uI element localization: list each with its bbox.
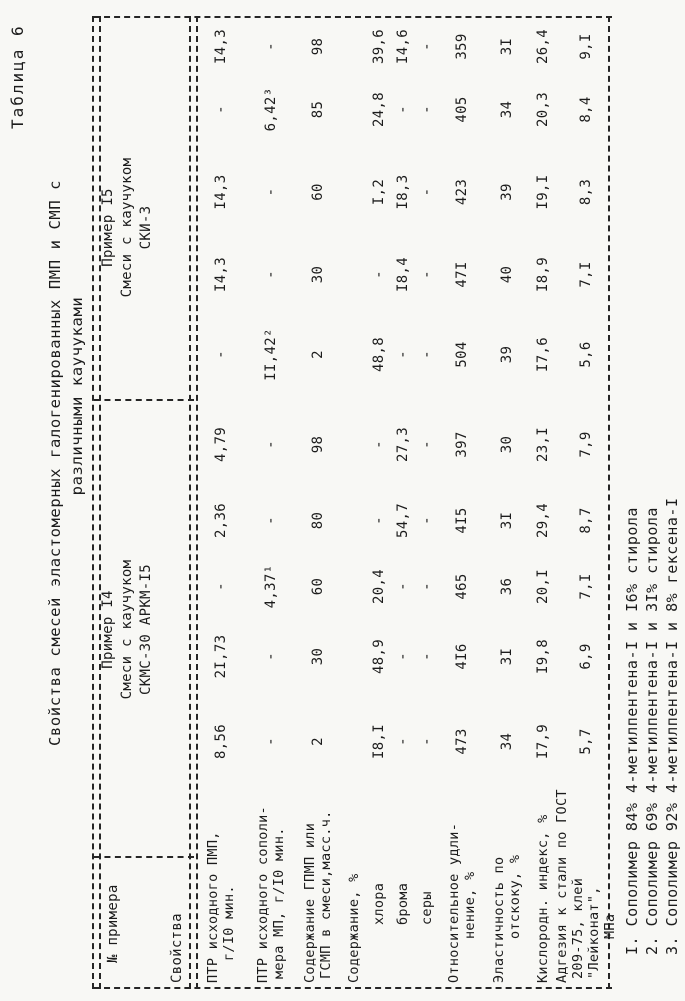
row-values bbox=[213, 16, 229, 789]
value-cell: I4,3 bbox=[213, 29, 229, 64]
group1-rubber-label: СКМС-30 АРКМ-I5 bbox=[138, 564, 154, 695]
value-cell: - bbox=[419, 42, 435, 51]
value-cell: - bbox=[395, 652, 411, 661]
value-cell: 98 bbox=[310, 435, 326, 454]
value-cell: - bbox=[419, 737, 435, 746]
value-cell: 7,I bbox=[577, 261, 594, 288]
value-cell: 98 bbox=[310, 37, 326, 56]
value-cell: 8,4 bbox=[577, 96, 594, 123]
row-values bbox=[263, 16, 279, 789]
value-cell: - bbox=[213, 582, 229, 591]
table-row bbox=[341, 16, 367, 989]
examples-header: № примера bbox=[105, 884, 121, 963]
row-label: Содержание ГПМП или ГСМП в смеси,масс.ч. bbox=[302, 810, 334, 983]
value-cell: - bbox=[419, 582, 435, 591]
value-cell: 423 bbox=[454, 178, 470, 206]
value-cell: - bbox=[419, 187, 435, 197]
row-label: ПТР исходного ПМП, г/I0 мин. bbox=[205, 831, 237, 983]
value-cell: 34 bbox=[499, 100, 515, 119]
group2-mix-label: Смеси с каучуком bbox=[119, 157, 135, 298]
table-number-label: Таблица 6 bbox=[8, 24, 27, 129]
value-cell: I7,9 bbox=[535, 724, 551, 759]
group2-example-label: Пример I5 bbox=[100, 188, 116, 267]
value-cell: I4,3 bbox=[213, 257, 229, 292]
value-cell: 20,I bbox=[535, 569, 551, 604]
value-cell: 20,3 bbox=[535, 92, 551, 127]
table-row bbox=[415, 16, 439, 989]
value-cell: 504 bbox=[454, 341, 470, 368]
value-cell: 8,56 bbox=[213, 724, 229, 759]
value-cell: - bbox=[419, 270, 435, 279]
value-cell: - bbox=[263, 187, 279, 197]
row-label: ПТР исходного сополи- мера МП, г/I0 мин. bbox=[255, 806, 287, 983]
table-header bbox=[99, 16, 189, 989]
row-label: Кислородн. индекс, % bbox=[535, 814, 551, 983]
value-cell: 4I5 bbox=[454, 507, 470, 534]
value-cell: 85 bbox=[310, 100, 326, 119]
value-cell: 359 bbox=[454, 33, 470, 60]
value-cell: 3I bbox=[499, 511, 515, 530]
row-label: Адгезия к стали по ГОСТ 209-75, клей "Лейконат", МПа bbox=[553, 789, 618, 983]
row-values bbox=[371, 16, 387, 789]
value-cell: 60 bbox=[310, 577, 326, 596]
title-line-1: Свойства смесей эластомерных галогенированных ПМП и СМП с bbox=[46, 179, 64, 746]
group2-rubber-label: СКИ-3 bbox=[138, 205, 154, 250]
value-cell: - bbox=[371, 440, 387, 449]
table-row bbox=[485, 16, 529, 989]
value-cell: 47I bbox=[454, 261, 470, 288]
row-values bbox=[395, 16, 411, 789]
value-cell: I7,6 bbox=[535, 337, 551, 372]
value-cell: 4,79 bbox=[213, 427, 229, 462]
value-cell: - bbox=[263, 270, 279, 279]
value-cell: 30 bbox=[310, 265, 326, 284]
value-cell: 80 bbox=[310, 511, 326, 530]
row-values bbox=[499, 16, 515, 789]
value-cell: - bbox=[213, 105, 229, 114]
value-cell: - bbox=[419, 350, 435, 359]
properties-table bbox=[92, 16, 618, 989]
table-row bbox=[295, 16, 341, 989]
value-cell: - bbox=[419, 440, 435, 449]
table-row bbox=[367, 16, 391, 989]
value-cell: 36 bbox=[499, 577, 515, 596]
value-cell: - bbox=[419, 652, 435, 661]
title-line-2: различными каучуками bbox=[68, 296, 86, 496]
value-cell: 2,36 bbox=[213, 503, 229, 538]
value-cell: 29,4 bbox=[535, 503, 551, 538]
row-label: Содержание, % bbox=[346, 873, 362, 983]
value-cell: 6,42³ bbox=[263, 87, 279, 132]
value-cell: 7,9 bbox=[577, 431, 594, 458]
footnotes bbox=[622, 498, 682, 955]
value-cell: I,2 bbox=[371, 178, 387, 206]
properties-header: Свойства bbox=[169, 913, 185, 983]
row-values bbox=[535, 16, 551, 789]
value-cell: 4,37¹ bbox=[263, 564, 279, 609]
value-cell: - bbox=[395, 350, 411, 359]
value-cell: 5,7 bbox=[577, 728, 594, 755]
value-cell: - bbox=[371, 516, 387, 525]
value-cell: 2 bbox=[310, 737, 326, 746]
value-cell: - bbox=[395, 737, 411, 746]
group1-mix-label: Смеси с каучуком bbox=[119, 559, 135, 700]
row-values bbox=[578, 16, 594, 789]
value-cell: 39 bbox=[499, 183, 515, 201]
value-cell: II,42² bbox=[263, 328, 279, 381]
value-cell: I8,9 bbox=[535, 257, 551, 292]
value-cell: I4,6 bbox=[395, 29, 411, 64]
value-cell: 30 bbox=[499, 435, 515, 454]
value-cell: 7,I bbox=[577, 573, 594, 600]
value-cell: 5,6 bbox=[577, 341, 594, 368]
value-cell: 465 bbox=[454, 573, 470, 600]
table-row bbox=[195, 16, 247, 989]
value-cell: - bbox=[263, 42, 279, 51]
value-cell: I4,3 bbox=[213, 174, 229, 210]
value-cell: 48,9 bbox=[371, 639, 387, 674]
footnote-3: 3. Сополимер 92% 4-метилпентена-I и 8% гексена-I bbox=[663, 497, 681, 955]
row-values bbox=[419, 16, 435, 789]
value-cell: 27,3 bbox=[395, 427, 411, 462]
value-cell: - bbox=[395, 105, 411, 114]
table-row bbox=[391, 16, 415, 989]
value-cell: 40 bbox=[499, 265, 515, 284]
footnote-1: I. Сополимер 84% 4-метилпентена-I и I6% стирола bbox=[623, 507, 641, 955]
value-cell: - bbox=[263, 440, 279, 449]
value-cell: 48,8 bbox=[371, 337, 387, 372]
value-cell: I8,3 bbox=[395, 174, 411, 210]
row-label: Относительное удли- нение, % bbox=[446, 822, 478, 983]
value-cell: 3I bbox=[499, 647, 515, 666]
value-cell: 20,4 bbox=[371, 569, 387, 604]
row-values bbox=[454, 16, 470, 789]
table-row bbox=[247, 16, 295, 989]
table-row bbox=[553, 16, 618, 989]
value-cell: 8,7 bbox=[577, 507, 594, 534]
value-cell: I8,4 bbox=[395, 257, 411, 292]
value-cell: 4I6 bbox=[454, 643, 470, 670]
value-cell: - bbox=[395, 582, 411, 591]
table-body bbox=[195, 16, 618, 989]
row-values bbox=[310, 16, 326, 789]
value-cell: 60 bbox=[310, 183, 326, 201]
value-cell: 9,I bbox=[577, 33, 594, 60]
value-cell: I9,I bbox=[535, 174, 551, 210]
row-label: брома bbox=[395, 882, 411, 925]
value-cell: 24,8 bbox=[371, 92, 387, 127]
value-cell: 397 bbox=[454, 431, 470, 458]
value-cell: 30 bbox=[310, 647, 326, 666]
value-cell: 26,4 bbox=[535, 29, 551, 64]
value-cell: - bbox=[263, 652, 279, 661]
value-cell: 39,6 bbox=[371, 29, 387, 64]
value-cell: - bbox=[419, 105, 435, 114]
row-label: хлора bbox=[371, 882, 387, 925]
value-cell: - bbox=[371, 270, 387, 279]
value-cell: 39 bbox=[499, 345, 515, 364]
value-cell: - bbox=[263, 737, 279, 746]
value-cell: 54,7 bbox=[395, 503, 411, 538]
value-cell: 34 bbox=[499, 732, 515, 751]
header-group-example-14 bbox=[99, 403, 189, 856]
value-cell: 6,9 bbox=[577, 643, 594, 670]
value-cell: - bbox=[419, 516, 435, 525]
value-cell: - bbox=[263, 516, 279, 525]
value-cell: - bbox=[213, 350, 229, 359]
row-label: Эластичность по отскоку, % bbox=[491, 854, 523, 983]
group1-example-label: Пример I4 bbox=[100, 590, 116, 669]
value-cell: 2 bbox=[310, 350, 326, 359]
value-cell: I9,8 bbox=[535, 639, 551, 674]
value-cell: 473 bbox=[454, 728, 470, 755]
value-cell: 2I,73 bbox=[213, 634, 229, 679]
value-cell: I8,I bbox=[371, 724, 387, 759]
value-cell: 405 bbox=[454, 96, 470, 123]
value-cell: 3I bbox=[499, 37, 515, 56]
value-cell: 8,3 bbox=[577, 178, 594, 206]
document-title bbox=[46, 46, 86, 746]
footnote-2: 2. Сополимер 69% 4-метилпентена-I и 3I% стирола bbox=[643, 507, 661, 955]
header-group-example-15 bbox=[99, 16, 189, 399]
row-label: серы bbox=[419, 891, 435, 925]
table-row bbox=[439, 16, 485, 989]
value-cell: 23,I bbox=[535, 427, 551, 462]
header-corner-cell bbox=[99, 858, 189, 989]
